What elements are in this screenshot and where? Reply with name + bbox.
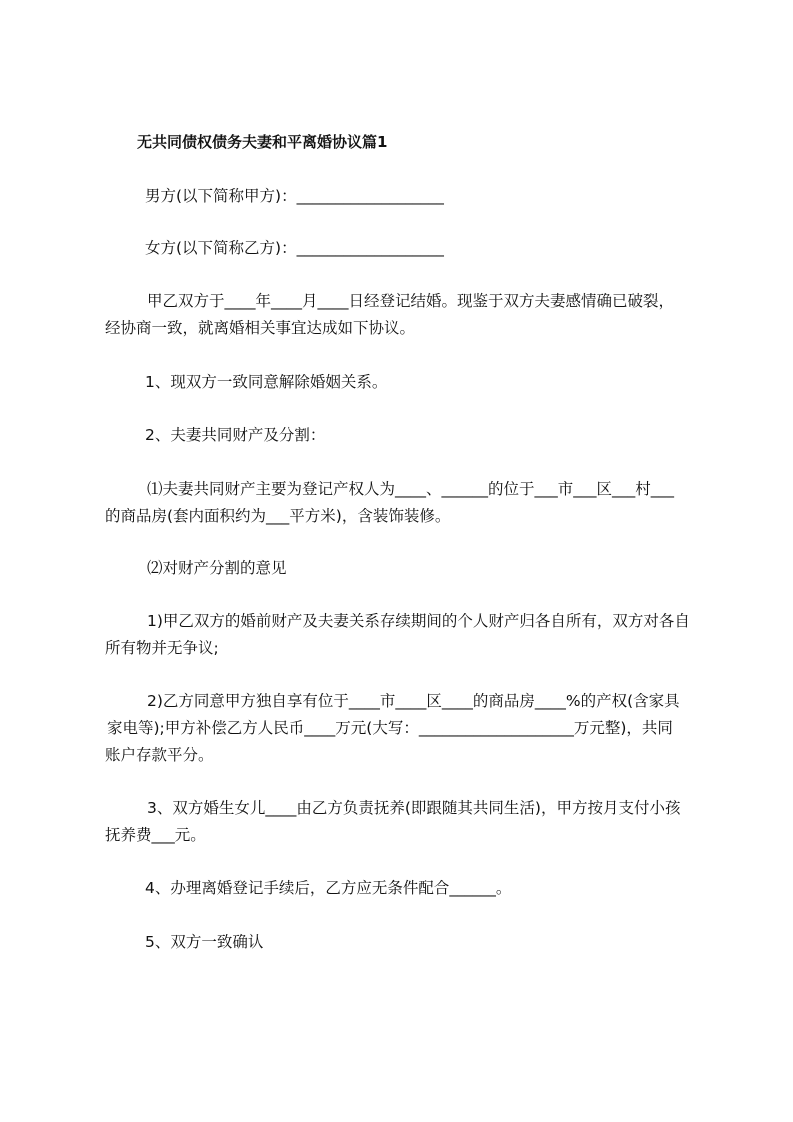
item-2-1-line2: 的商品房(套内面积约为___平方米)，含装饰装修。 (105, 507, 451, 525)
husband-line: 男方(以下简称甲方)：___________________ (145, 187, 444, 205)
opinion-2-line1: 2)乙方同意甲方独自享有位于____市____区____的商品房____%的产权(含家具 (147, 692, 680, 710)
intro-paragraph-line1: 甲乙双方于____年____月____日经登记结婚。现鉴于双方夫妻感情确已破裂， (147, 292, 675, 310)
document-title: 无共同债权债务夫妻和平离婚协议篇1 (137, 133, 388, 151)
item-5: 5、双方一致确认 (145, 933, 264, 951)
wife-line: 女方(以下简称乙方)：___________________ (145, 239, 444, 257)
item-1: 1、现双方一致同意解除婚姻关系。 (145, 373, 388, 391)
item-3-line2: 抚养费___元。 (105, 826, 206, 844)
opinion-1-line2: 所有物并无争议; (105, 639, 219, 657)
item-2-1-line1: ⑴夫妻共同财产主要为登记产权人为____、______的位于___市___区___村___ (147, 480, 675, 498)
opinion-1-line1: 1)甲乙双方的婚前财产及夫妻关系存续期间的个人财产归各自所有，双方对各自 (147, 612, 690, 630)
item-2: 2、夫妻共同财产及分割： (145, 426, 326, 444)
item-4: 4、办理离婚登记手续后，乙方应无条件配合______。 (145, 879, 512, 897)
item-2-2: ⑵对财产分割的意见 (147, 559, 287, 577)
intro-paragraph-line2: 经协商一致，就离婚相关事宜达成如下协议。 (105, 319, 416, 337)
opinion-2-line3: 账户存款平分。 (105, 746, 214, 764)
item-3-line1: 3、双方婚生女儿____由乙方负责抚养(即跟随其共同生活)，甲方按月支付小孩 (147, 799, 681, 817)
opinion-2-line2: 家电等);甲方补偿乙方人民币____万元(大写：____________________万元整)，共同 (107, 719, 673, 737)
